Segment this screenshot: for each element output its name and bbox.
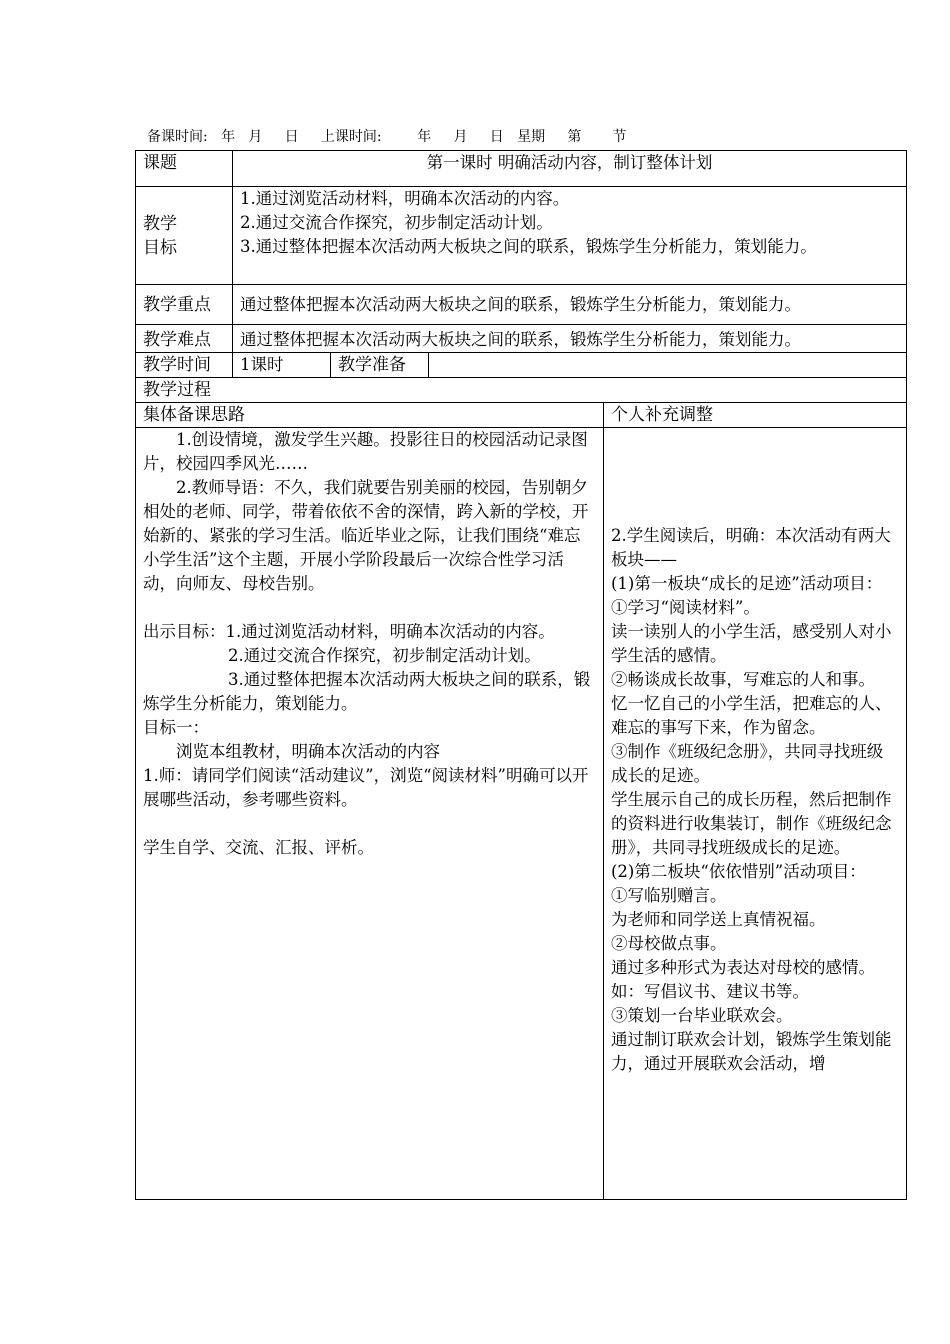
lesson-plan-table bbox=[135, 150, 907, 1200]
goal-item-3: 3.通过整体把握本次活动两大板块之间的联系，锻炼学生分析能力，策划能力。 bbox=[240, 237, 817, 256]
right-para-14: ③策划一台毕业联欢会。 bbox=[611, 1006, 793, 1025]
right-para-3: ①学习“阅读材料”。 bbox=[611, 598, 760, 617]
lesson-time-header: 备课时间: 年 月 日 上课时间: 年 月 日 星期 第 节 bbox=[147, 129, 627, 145]
left-para-2: 2.教师导语：不久，我们就要告别美丽的校园，告别朝夕相处的老师、同学，带着依依不舍的深情，跨入新的学校，开始新的、紧张的学习生活。临近毕业之际，让我们围绕“难忘小学生活”这个主题，开展小学阶段最后一次综合性学习活动，向师友、母校告别。 bbox=[143, 478, 589, 593]
left-para-5-text: 3.通过整体把握本次活动两大板块之间的联系，锻炼学生分析能力，策划能力。 bbox=[143, 670, 591, 713]
right-para-4: 读一读别人的小学生活，感受别人对小学生活的感情。 bbox=[611, 622, 892, 665]
right-para-2: (1)第一板块“成长的足迹”活动项目： bbox=[611, 574, 883, 593]
key-point-value: 通过整体把握本次活动两大板块之间的联系，锻炼学生分析能力，策划能力。 bbox=[233, 285, 907, 325]
left-para-3: 出示目标：1.通过浏览活动材料，明确本次活动的内容。 bbox=[143, 622, 555, 641]
key-point-label: 教学重点 bbox=[136, 285, 233, 325]
time-label: 教学时间 bbox=[136, 353, 233, 378]
time-value: 1课时 bbox=[233, 353, 331, 378]
goals-label-line2: 目标 bbox=[143, 237, 177, 258]
left-para-4: 2.通过交流合作探究，初步制定活动计划。 bbox=[228, 646, 541, 665]
difficulty-value: 通过整体把握本次活动两大板块之间的联系，锻炼学生分析能力，策划能力。 bbox=[233, 325, 907, 353]
right-para-13: 通过多种形式为表达对母校的感情。如：写倡议书、建议书等。 bbox=[611, 958, 875, 1001]
personal-content bbox=[604, 428, 907, 1200]
left-para-1: 1.创设情境，激发学生兴趣。投影往日的校园活动记录图片，校园四季风光…… bbox=[143, 430, 588, 473]
right-para-15: 通过制订联欢会计划，锻炼学生策划能力，通过开展联欢会活动，增 bbox=[611, 1030, 892, 1073]
left-para-7: 浏览本组教材，明确本次活动的内容 bbox=[176, 742, 440, 761]
goal-item-1: 1.通过浏览活动材料，明确本次活动的内容。 bbox=[240, 189, 570, 208]
right-para-1: 2.学生阅读后，明确：本次活动有两大板块—— bbox=[611, 526, 891, 569]
process-label: 教学过程 bbox=[136, 378, 907, 403]
right-para-8: 学生展示自己的成长历程，然后把制作的资料进行收集装订，制作《班级纪念册》，共同寻找班级成长的足迹。 bbox=[611, 790, 892, 857]
right-para-5: ②畅谈成长故事，写难忘的人和事。 bbox=[611, 670, 875, 689]
right-para-9: (2)第二板块“依依惜别”活动项目： bbox=[611, 862, 866, 881]
left-para-6: 目标一： bbox=[143, 718, 209, 737]
collective-column-header: 集体备课思路 bbox=[136, 403, 604, 428]
right-para-11: 为老师和同学送上真情祝福。 bbox=[611, 910, 826, 929]
personal-column-header: 个人补充调整 bbox=[604, 403, 907, 428]
right-para-10: ①写临别赠言。 bbox=[611, 886, 727, 905]
goal-item-2: 2.通过交流合作探究，初步制定活动计划。 bbox=[240, 213, 553, 232]
goals-label-line1: 教学 bbox=[143, 213, 177, 234]
goals-label bbox=[136, 187, 233, 285]
left-para-8: 1.师：请同学们阅读“活动建议”，浏览“阅读材料”明确可以开展哪些活动，参考哪些资料。 bbox=[143, 766, 589, 809]
left-para-5 bbox=[143, 668, 596, 716]
right-para-7: ③制作《班级纪念册》，共同寻找班级成长的足迹。 bbox=[611, 742, 884, 785]
goals-value bbox=[233, 187, 907, 285]
right-para-6: 忆一忆自己的小学生活，把难忘的人、难忘的事写下来，作为留念。 bbox=[611, 694, 892, 737]
difficulty-label: 教学难点 bbox=[136, 325, 233, 353]
prep-label: 教学准备 bbox=[331, 353, 429, 378]
left-para-9: 学生自学、交流、汇报、评析。 bbox=[143, 838, 374, 857]
prep-value bbox=[429, 353, 907, 378]
topic-label: 课题 bbox=[136, 151, 233, 187]
topic-value: 第一课时 明确活动内容，制订整体计划 bbox=[233, 151, 907, 187]
collective-content bbox=[136, 428, 604, 1200]
right-para-12: ②母校做点事。 bbox=[611, 934, 727, 953]
